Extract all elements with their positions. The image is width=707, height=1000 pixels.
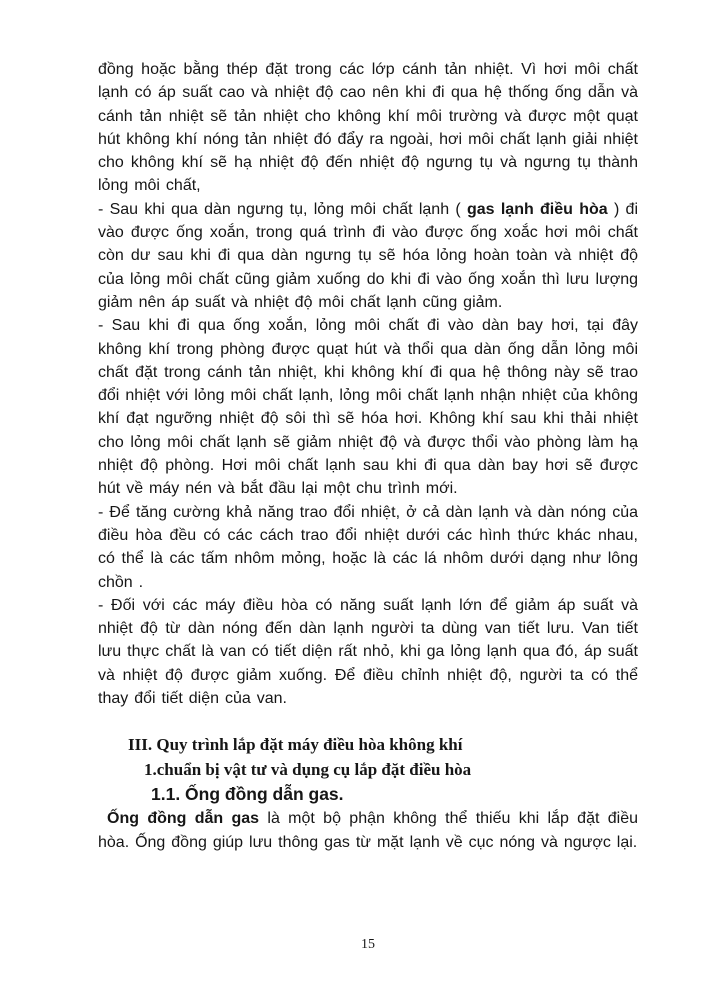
- paragraph-after-condenser-text: - Sau khi qua dàn ngưng tụ, lỏng môi chất lạnh (: [98, 200, 467, 218]
- paragraph-after-condenser-text-cont: ) đi vào được ống xoắn, trong quá trình đi vào được ống xoắc hơi môi chất còn dư sau khi đi qua dàn ngưng tụ sẽ hóa lỏng hoàn toàn và nhiệt độ của lỏng môi chất cũng giảm xuống do khi đi vào ống xoắn thì lưu lượng giảm nên áp suất và nhiệt độ môi chất lạnh cũng giảm.: [98, 200, 639, 311]
- paragraph-expansion-valve: - Đối với các máy điều hòa có năng suất lạnh lớn để giảm áp suất và nhiệt độ từ dàn nóng đến dàn lạnh người ta dùng van tiết lưu. Van tiết lưu thực chất là van có tiết diện rất nhỏ, khi ga lỏng lạnh qua đó, áp suất và nhiệt độ được giảm xuống. Để điều chỉnh nhiệt độ, người ta có thể thay đổi tiết diện của van.: [98, 596, 638, 708]
- paragraph-copper-pipe-text: là một bộ phận không thể thiếu khi lắp đặt điều hòa. Ống đồng giúp lưu thông gas từ mặt lạnh về cục nóng và ngược lại.: [98, 810, 638, 851]
- paragraph-evaporator: - Sau khi đi qua ống xoắn, lỏng môi chất đi vào dàn bay hơi, tại đây không khí trong phòng được quạt hút và thổi qua dàn ống dẫn lỏng môi chất đặt trong cánh tản nhiệt, khi không khí đi qua hệ thông này sẽ trao đổi nhiệt với lỏng môi chất lạnh, lỏng môi chất lạnh nhận nhiệt của không khí đạt ngưỡng nhiệt độ sôi thì sẽ hóa hơi. Không khí sau khi thải nhiệt cho lỏng môi chất lạnh sẽ giảm nhiệt độ và được thổi vào phòng làm hạ nhiệt độ phòng. Hơi môi chất lạnh sau khi đi qua dàn bay hơi sẽ được hút về máy nén và bắt đầu lại một chu trình mới.: [98, 317, 638, 498]
- paragraph-heat-exchange: - Để tăng cường khả năng trao đổi nhiệt, ở cả dàn lạnh và dàn nóng của điều hòa đều có các cách trao đổi nhiệt dưới các hình thức khác nhau, có thể là các tấm nhôm mỏng, hoặc là các lá nhôm dưới dạng như lông chồn .: [98, 503, 638, 591]
- heading-section-iii-installation-process: III. Quy trình lắp đặt máy điều hòa không khí: [128, 735, 463, 755]
- paragraph-after-condenser: [98, 198, 638, 314]
- paragraph-copper-pipe: [98, 807, 638, 854]
- heading-sub-1-material-preparation: 1.chuẩn bị vật tư và dụng cụ lắp đặt điều hòa: [144, 760, 472, 780]
- heading-sub-1-1-copper-pipe: 1.1. Ống đồng dẫn gas.: [151, 784, 344, 805]
- page-number: 15: [361, 937, 375, 952]
- bold-term-ong-dong-dan-gas: Ống đồng dẫn gas: [107, 810, 260, 828]
- paragraph-condenser-continuation: đồng hoặc bằng thép đặt trong các lớp cánh tản nhiệt. Vì hơi môi chất lạnh có áp suất cao và nhiệt độ cao nên khi đi qua hệ thống ống dẫn và cánh tản nhiệt sẽ tản nhiệt cho không khí môi trường và được một quạt hút không khí nóng tản nhiệt đó đẩy ra ngoài, hơi môi chất lạnh giải nhiệt cho không khí sẽ hạ nhiệt độ đến nhiệt độ ngưng tụ và ngưng tụ thành lỏng môi chất,: [98, 61, 638, 195]
- bold-term-gas-lanh-dieu-hoa: gas lạnh điều hòa: [467, 200, 608, 218]
- page-content: [98, 58, 638, 854]
